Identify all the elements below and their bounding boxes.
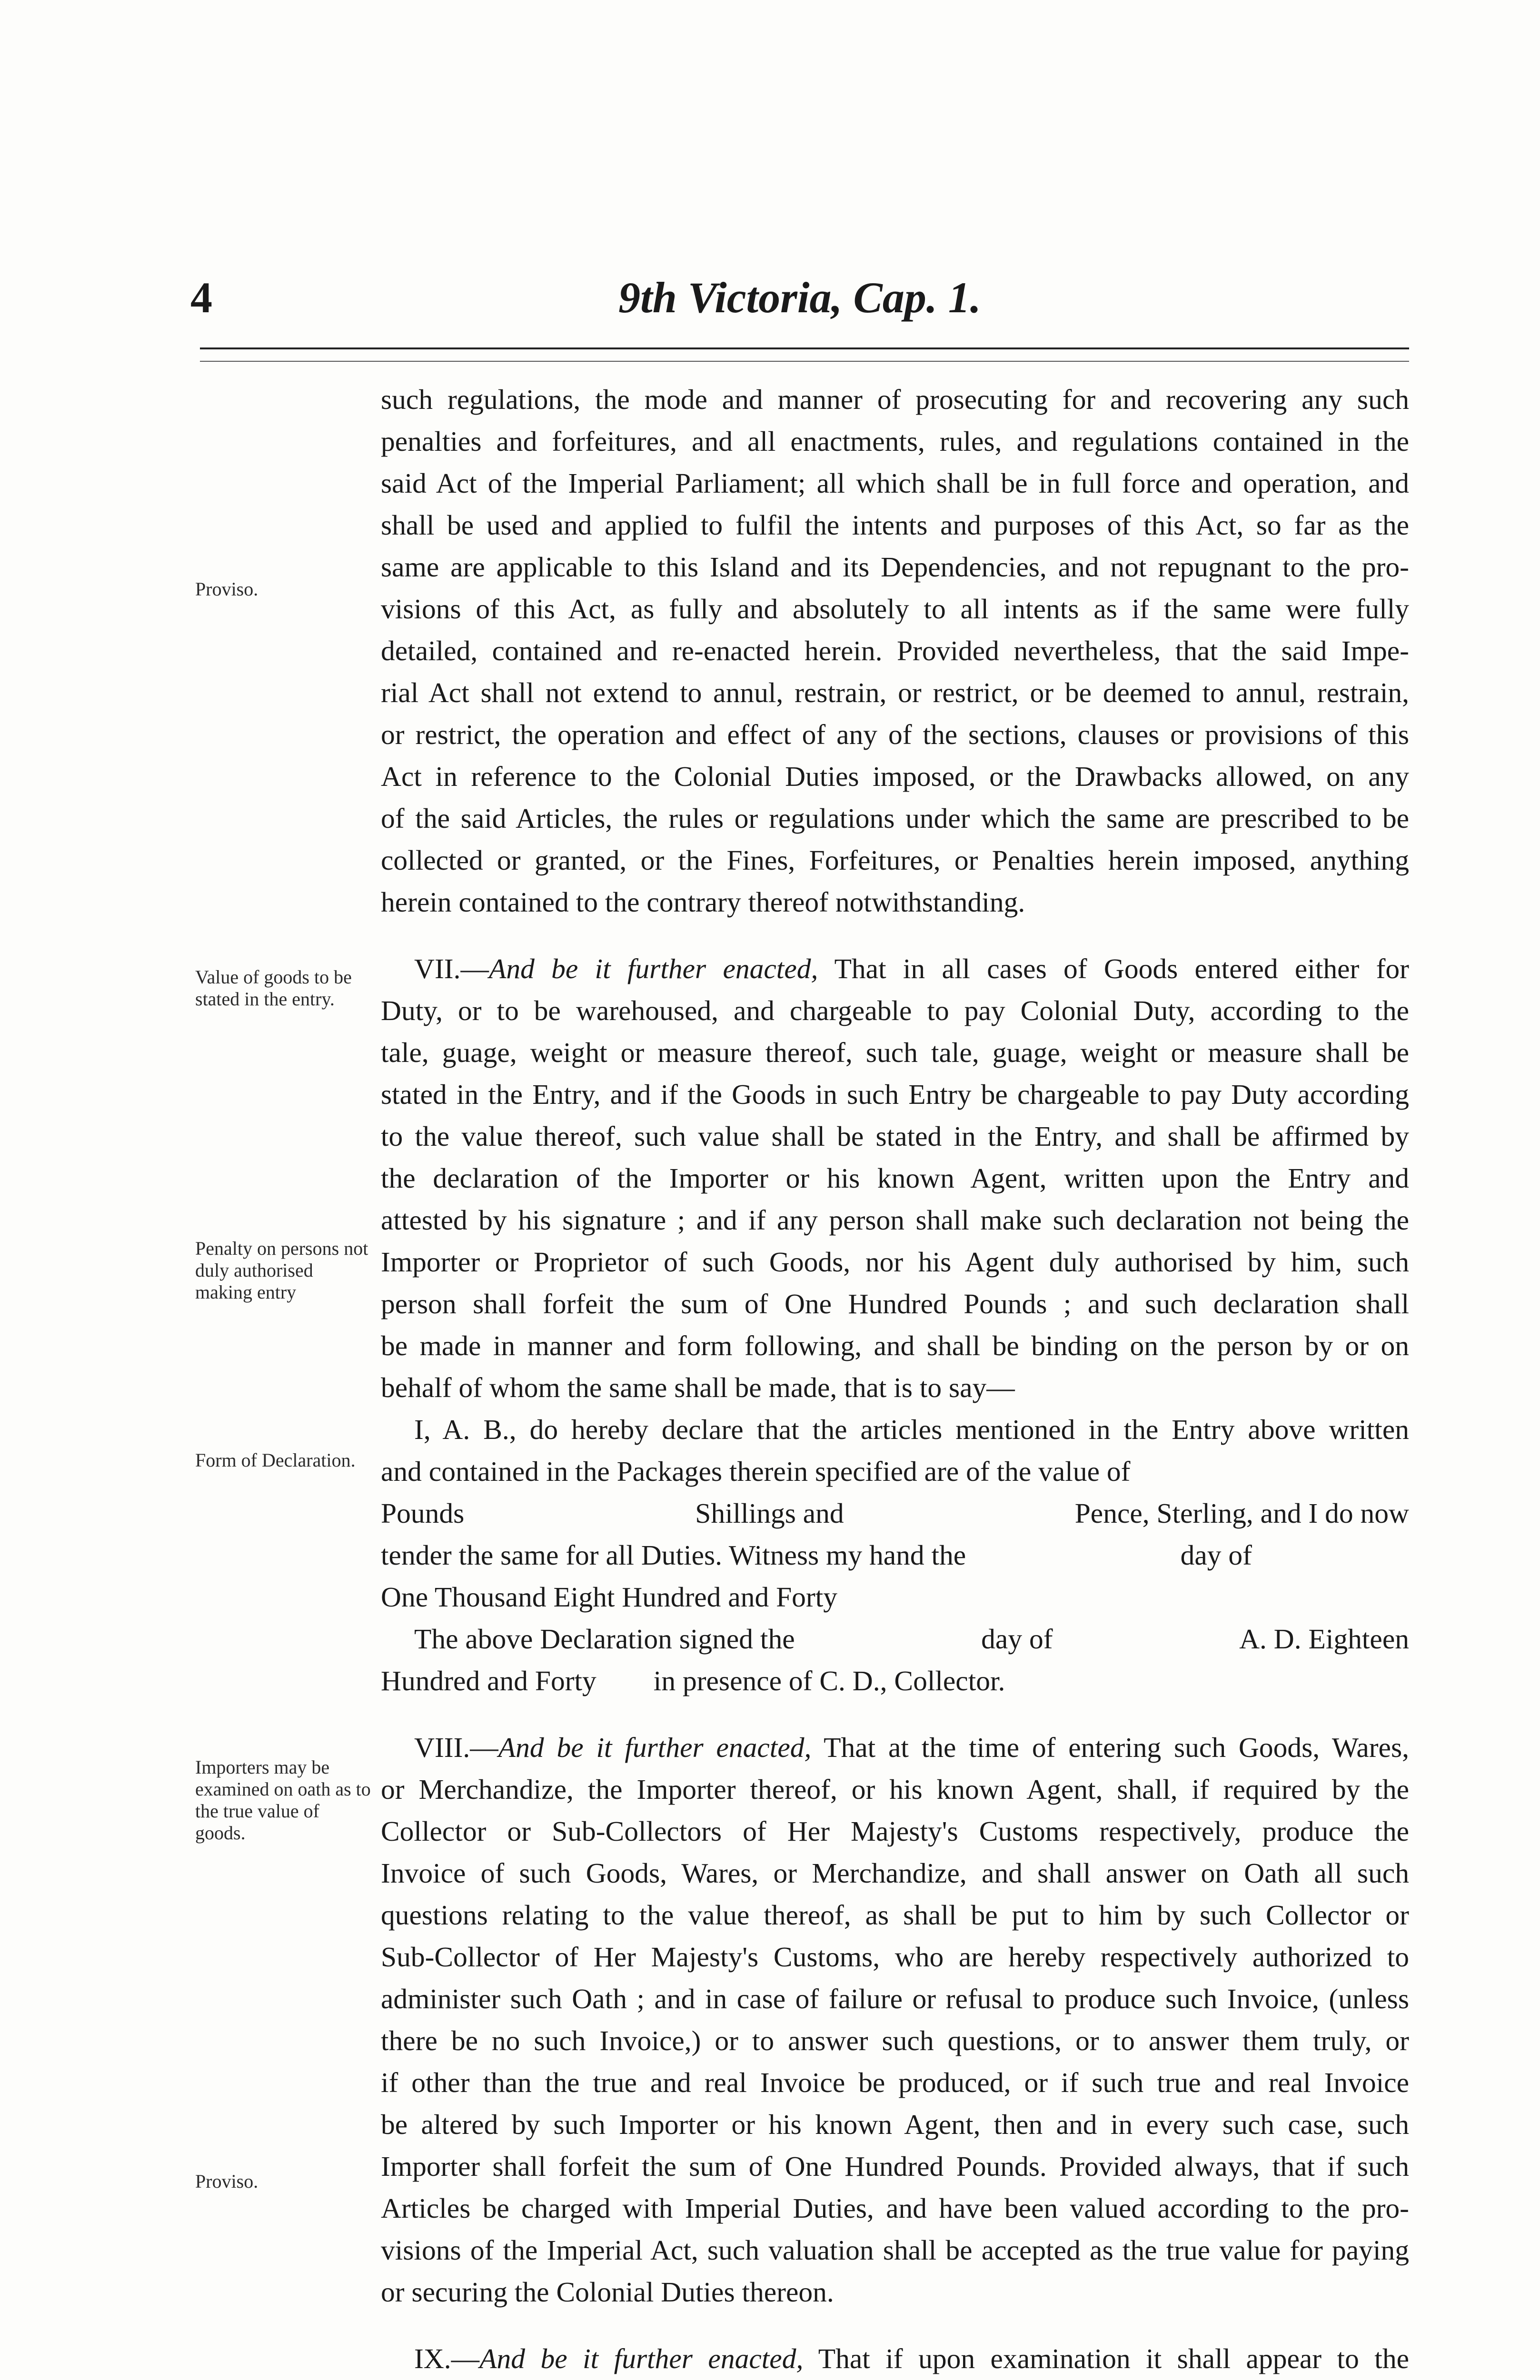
- text-line: said Act of the Imperial Parliament; all which shall be in full force and operation, and: [381, 467, 1409, 499]
- text-line: rial Act shall not extend to annul, restrain, or restrict, or be deemed to annul, restrain,: [381, 677, 1409, 708]
- margin-note-value-of-goods: Value of goods to be stated in the entry.: [195, 966, 352, 1010]
- section-heading-line: [381, 948, 1409, 990]
- enacting-clause: And be it further enacted,: [479, 2343, 804, 2374]
- section-viii: [381, 1726, 1409, 2313]
- text-line: and contained in the Packages therein specified are of the value of: [381, 1456, 1131, 1487]
- form-day-of: day of: [981, 1623, 1053, 1655]
- text-line: or securing the Colonial Duties thereon.: [381, 2276, 834, 2308]
- text-line: or restrict, the operation and effect of any of the sections, clauses or provisions of this: [381, 719, 1409, 750]
- section-number: VII.—: [414, 953, 489, 984]
- margin-note-form-of-declaration: Form of Declaration.: [195, 1449, 356, 1471]
- text-line: herein contained to the contrary thereof notwithstanding.: [381, 886, 1025, 918]
- text-line: Invoice of such Goods, Wares, or Merchandize, and shall answer on Oath all such: [381, 1857, 1409, 1889]
- text-fragment: That at the time of entering such Goods, Wares,: [811, 1732, 1409, 1763]
- form-hundred: Hundred and Forty: [381, 1665, 596, 1696]
- running-title: 9th Victoria, Cap. 1.: [618, 273, 981, 322]
- text-line: Collector or Sub-Collectors of Her Majesty's Customs respectively, produce the: [381, 1815, 1409, 1847]
- form-pence: Pence, Sterling, and I do now: [1074, 1497, 1409, 1529]
- text-line: attested by his signature ; and if any person shall make such declaration not being the: [381, 1204, 1409, 1236]
- form-row-signed: [381, 1618, 1409, 1660]
- text-line: of the said Articles, the rules or regulations under which the same are prescribed to be: [381, 803, 1409, 834]
- text-line: I, A. B., do hereby declare that the articles mentioned in the Entry above written: [414, 1414, 1409, 1445]
- text-line: questions relating to the value thereof, as shall be put to him by such Collector or: [381, 1899, 1409, 1931]
- declaration-form: [381, 1408, 1409, 1702]
- text-line: visions of this Act, as fully and absolutely to all intents as if the same were fully: [381, 593, 1409, 625]
- text-line: Act in reference to the Colonial Duties imposed, or the Drawbacks allowed, on any: [381, 761, 1409, 792]
- section-vii: [381, 948, 1409, 1408]
- text-line: penalties and forfeitures, and all enactments, rules, and regulations contained in the: [381, 426, 1409, 457]
- text-line: Importer or Proprietor of such Goods, nor his Agent duly authorised by him, such: [381, 1246, 1409, 1278]
- text-line: same are applicable to this Island and its Dependencies, and not repugnant to the pro-: [381, 551, 1409, 583]
- form-day-of: day of: [1180, 1539, 1252, 1571]
- section-number: VIII.—: [414, 1732, 498, 1763]
- margin-note-penalty: Penalty on persons not duly authorised making entry: [195, 1238, 368, 1303]
- text-line: person shall forfeit the sum of One Hundred Pounds ; and such declaration shall: [381, 1288, 1409, 1319]
- form-signed: The above Declaration signed the: [414, 1623, 795, 1655]
- margin-note-proviso: Proviso.: [195, 2171, 258, 2192]
- text-line: Duty, or to be warehoused, and chargeable to pay Colonial Duty, according to the: [381, 995, 1409, 1026]
- text-line: stated in the Entry, and if the Goods in such Entry be chargeable to pay Duty according: [381, 1079, 1409, 1110]
- text-line: the declaration of the Importer or his known Agent, written upon the Entry and: [381, 1162, 1409, 1194]
- text-line: there be no such Invoice,) or to answer such questions, or to answer them truly, or: [381, 2025, 1409, 2056]
- section-heading-line: [381, 1726, 1409, 1768]
- margin-note-proviso: Proviso.: [195, 578, 258, 600]
- form-row-presence: [381, 1660, 1409, 1702]
- text-line: to the value thereof, such value shall be stated in the Entry, and shall be affirmed by: [381, 1121, 1409, 1152]
- text-line: Importer shall forfeit the sum of One Hundred Pounds. Provided always, that if such: [381, 2151, 1409, 2182]
- text-fragment: That if upon examination it shall appear to the: [803, 2343, 1409, 2374]
- text-line: shall be used and applied to fulfil the intents and purposes of this Act, so far as the: [381, 509, 1409, 541]
- form-ad: A. D. Eighteen: [1239, 1623, 1409, 1655]
- form-row-witness: [381, 1534, 1409, 1576]
- text-line: be altered by such Importer or his known Agent, then and in every such case, such: [381, 2109, 1409, 2140]
- text-line: be made in manner and form following, and shall be binding on the person by or on: [381, 1330, 1409, 1361]
- text-fragment: That in all cases of Goods entered either for: [818, 953, 1409, 984]
- header-rule-thick: [200, 347, 1409, 349]
- form-pounds: Pounds: [381, 1497, 465, 1529]
- form-row-amount: [381, 1492, 1409, 1534]
- enacting-clause: And be it further enacted,: [498, 1732, 812, 1763]
- text-line: Articles be charged with Imperial Duties, and have been valued according to the pro-: [381, 2192, 1409, 2224]
- margin-note-importers-examined: Importers may be examined on oath as to the true value of goods.: [195, 1756, 371, 1844]
- text-line: tale, guage, weight or measure thereof, such tale, guage, weight or measure shall be: [381, 1037, 1409, 1068]
- form-shillings: Shillings and: [695, 1497, 844, 1529]
- text-line: detailed, contained and re-enacted herein. Provided nevertheless, that the said Impe-: [381, 635, 1409, 666]
- text-line: administer such Oath ; and in case of failure or refusal to produce such Invoice, (unless: [381, 1983, 1409, 2014]
- section-heading-line: [381, 2338, 1409, 2380]
- text-line: if other than the true and real Invoice be produced, or if such true and real Invoice: [381, 2067, 1409, 2098]
- section-number: IX.—: [414, 2343, 480, 2374]
- page-header: [190, 267, 1409, 328]
- text-line: such regulations, the mode and manner of prosecuting for and recovering any such: [381, 384, 1409, 415]
- paragraph-continuation: [381, 378, 1409, 923]
- text-line: One Thousand Eight Hundred and Forty: [381, 1581, 838, 1613]
- text-line: visions of the Imperial Act, such valuation shall be accepted as the true value for paying: [381, 2234, 1409, 2266]
- text-line: Sub-Collector of Her Majesty's Customs, who are hereby respectively authorized to: [381, 1941, 1409, 1973]
- enacting-clause: And be it further enacted,: [488, 953, 818, 984]
- text-line: or Merchandize, the Importer thereof, or his known Agent, shall, if required by the: [381, 1774, 1409, 1805]
- form-presence: in presence of C. D., Collector.: [653, 1665, 1005, 1696]
- form-tender: tender the same for all Duties. Witness my hand the: [381, 1539, 966, 1571]
- body-text: [381, 378, 1409, 2380]
- page-number: 4: [190, 273, 212, 322]
- header-rule-thin: [200, 361, 1409, 362]
- text-line: collected or granted, or the Fines, Forfeitures, or Penalties herein imposed, anything: [381, 844, 1409, 876]
- section-ix: [381, 2338, 1409, 2380]
- text-line: behalf of whom the same shall be made, that is to say—: [381, 1372, 1015, 1403]
